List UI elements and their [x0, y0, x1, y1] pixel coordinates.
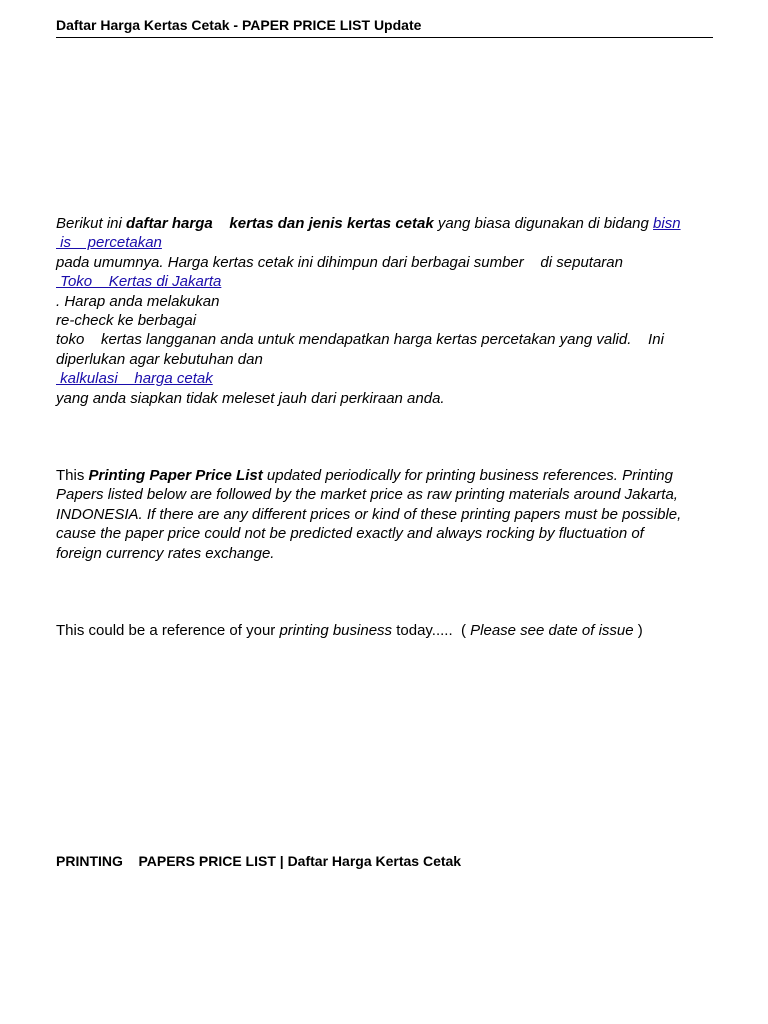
intro-line-4	[56, 272, 716, 291]
reference-note: Please see date of issue	[470, 622, 634, 639]
intro-line-9	[56, 369, 716, 388]
intro-line-5: . Harap anda melakukan	[56, 292, 220, 310]
reference-text: today..... (	[392, 622, 471, 639]
page-header	[56, 17, 713, 38]
english-emphasis: Printing Paper Price List	[88, 467, 263, 484]
page-title: Daftar Harga Kertas Cetak - PAPER PRICE LIST Update	[56, 17, 422, 33]
intro-line-6: re-check ke berbagai	[56, 311, 197, 329]
intro-text: yang biasa digunakan di bidang	[433, 215, 654, 232]
english-line-2: Papers listed below are followed by the market price as raw printing materials around Jakarta,	[56, 486, 678, 504]
intro-text: Berikut ini	[56, 215, 127, 232]
intro-line-2	[56, 233, 716, 252]
english-line-3: INDONESIA. If there are any different prices or kind of these printing papers must be possible,	[56, 505, 682, 523]
intro-emphasis: daftar harga kertas dan jenis kertas cetak	[126, 215, 434, 232]
reference-sentence	[56, 621, 716, 640]
reference-line	[56, 621, 716, 640]
english-text: updated periodically for printing business references. Printing	[262, 467, 673, 484]
english-line-4: cause the paper price could not be predicted exactly and always rocking by fluctuation of	[56, 525, 644, 543]
intro-paragraph-indonesian	[56, 214, 716, 408]
price-list-heading: PRINTING PAPERS PRICE LIST | Daftar Harga Kertas Cetak	[56, 853, 462, 869]
intro-line-3: pada umumnya. Harga kertas cetak ini dihimpun dari berbagai sumber di seputaran	[56, 253, 623, 271]
english-text: This	[56, 467, 89, 484]
intro-paragraph-english	[56, 466, 716, 563]
english-line-1	[56, 466, 716, 485]
english-line-5: foreign currency rates exchange.	[56, 544, 275, 562]
reference-text: )	[633, 622, 643, 639]
toko-kertas-jakarta-link[interactable]: Toko Kertas di Jakarta	[56, 273, 222, 291]
intro-line-8: diperlukan agar kebutuhan dan	[56, 350, 263, 368]
intro-line-1	[56, 214, 716, 233]
intro-line-10: yang anda siapkan tidak meleset jauh dari perkiraan anda.	[56, 389, 445, 407]
bisnis-percetakan-link-continued[interactable]: is percetakan	[56, 234, 162, 252]
intro-line-7: toko kertas langganan anda untuk mendapatkan harga kertas percetakan yang valid. Ini	[56, 331, 664, 349]
reference-emphasis: printing business	[279, 622, 393, 639]
reference-text: This could be a reference of your	[56, 622, 280, 639]
kalkulasi-harga-cetak-link[interactable]: kalkulasi harga cetak	[56, 370, 213, 388]
bisnis-percetakan-link[interactable]: bisn	[653, 215, 681, 232]
